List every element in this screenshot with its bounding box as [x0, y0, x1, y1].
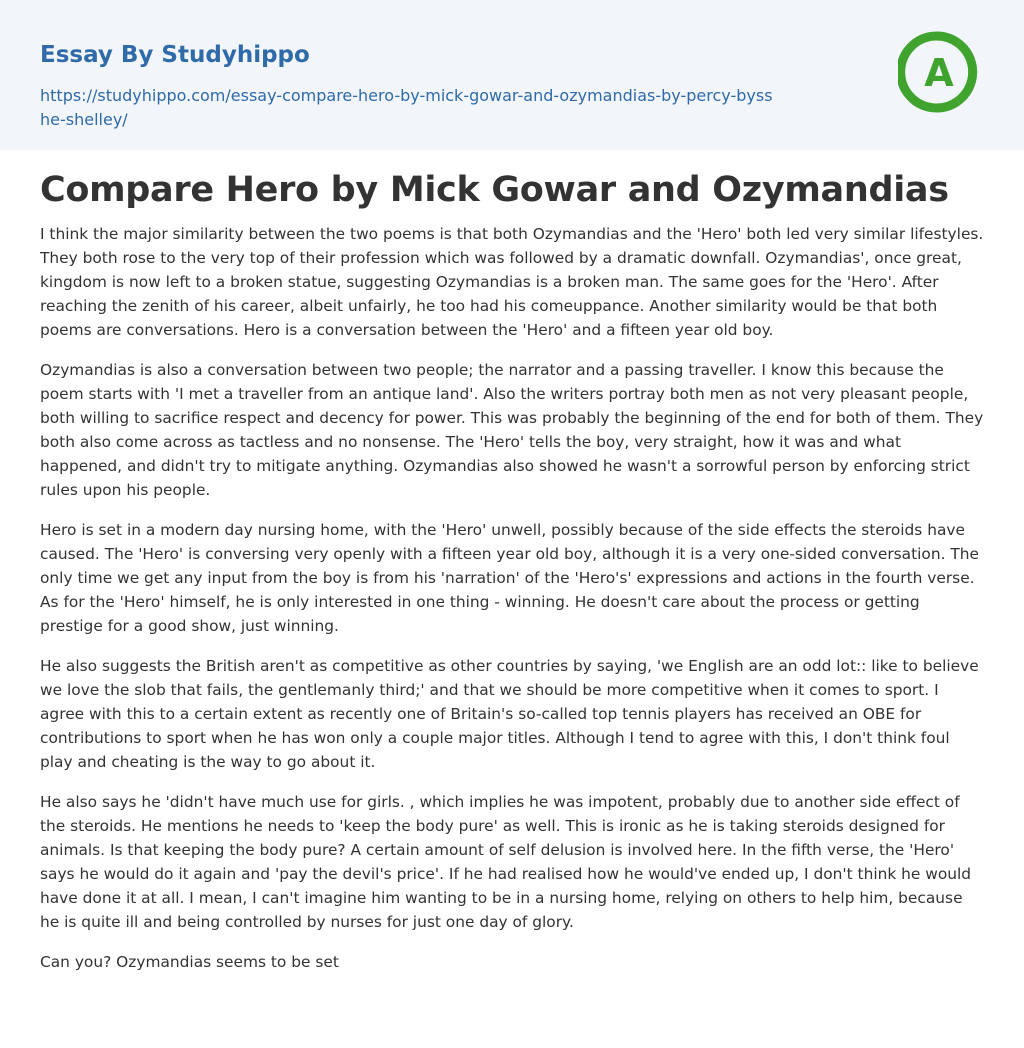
logo-letter: A — [924, 51, 954, 95]
essay-paragraph-2: Ozymandias is also a conversation between two people; the narrator and a passing traveller. I know this because the poem starts with 'I met a traveller from an antique land'. Also the writers portray both men as not very pleasant people, both willing to sacrifice respect and decency for power. This was probably the beginning of the end for both of them. They both also come across as tactless and no nonsense. The 'Hero' tells the boy, very straight, how it was and what happened, and didn't try to mitigate anything. Ozymandias also showed he wasn't a sorrowful person by enforcing strict rules upon his people. — [40, 361, 984, 499]
essay-paragraph-5: He also says he 'didn't have much use for girls. , which implies he was impotent, probably due to another side effect of the steroids. He mentions he needs to 'keep the body pure' as well. This is ironic as he is taking steroids designed for animals. Is that keeping the body pure? A certain amount of self delusion is involved here. In the fifth verse, the 'Hero' says he would do it again and 'pay the devil's price'. If he had realised how he would've ended up, I don't think he would have done it at all. I mean, I can't imagine him wanting to be in a nursing home, relying on others to help him, because he is quite ill and being controlled by nurses for just one day of glory. — [40, 793, 972, 931]
article — [0, 168, 1024, 974]
essay-paragraph-6: Can you? Ozymandias seems to be set — [40, 953, 339, 971]
site-brand[interactable]: Essay By Studyhippo — [40, 42, 310, 68]
site-header — [0, 0, 1024, 150]
essay-paragraph-1: I think the major similarity between the two poems is that both Ozymandias and the 'Hero' both led very similar lifestyles. They both rose to the very top of their profession which was followed by a dramatic downfall. Ozymandias', once great, kingdom is now left to a broken statue, suggesting Ozymandias is a broken man. The same goes for the 'Hero'. After reaching the zenith of his career, albeit unfairly, he too had his comeuppance. Another similarity would be that both poems are conversations. Hero is a conversation between the 'Hero' and a fifteen year old boy. — [40, 225, 984, 339]
essay-paragraph-4: He also suggests the British aren't as competitive as other countries by saying, 'we English are an odd lot:: like to believe we love the slob that fails, the gentlemanly third;' and that we should be more competitive when it comes to sport. I agree with this to a certain extent as recently one of Britain's so-called top tennis players has received an OBE for contributions to sport when he has won only a couple major titles. Although I tend to agree with this, I don't think foul play and cheating is the way to go about it. — [40, 657, 979, 771]
essay-url-link[interactable]: https://studyhippo.com/essay-compare-hero-by-mick-gowar-and-ozymandias-by-percy-bysshe-shelley/ — [40, 86, 773, 129]
logo-a-icon — [898, 28, 986, 116]
essay-title: Compare Hero by Mick Gowar and Ozymandias — [40, 170, 949, 210]
essay-paragraph-3: Hero is set in a modern day nursing home, with the 'Hero' unwell, possibly because of the side effects the steroids have caused. The 'Hero' is conversing very openly with a fifteen year old boy, although it is a very one-sided conversation. The only time we get any input from the boy is from his 'narration' of the 'Hero's' expressions and actions in the fourth verse. As for the 'Hero' himself, he is only interested in one thing - winning. He doesn't care about the process or getting prestige for a good show, just winning. — [40, 521, 979, 635]
studyhippo-logo[interactable] — [898, 28, 986, 116]
